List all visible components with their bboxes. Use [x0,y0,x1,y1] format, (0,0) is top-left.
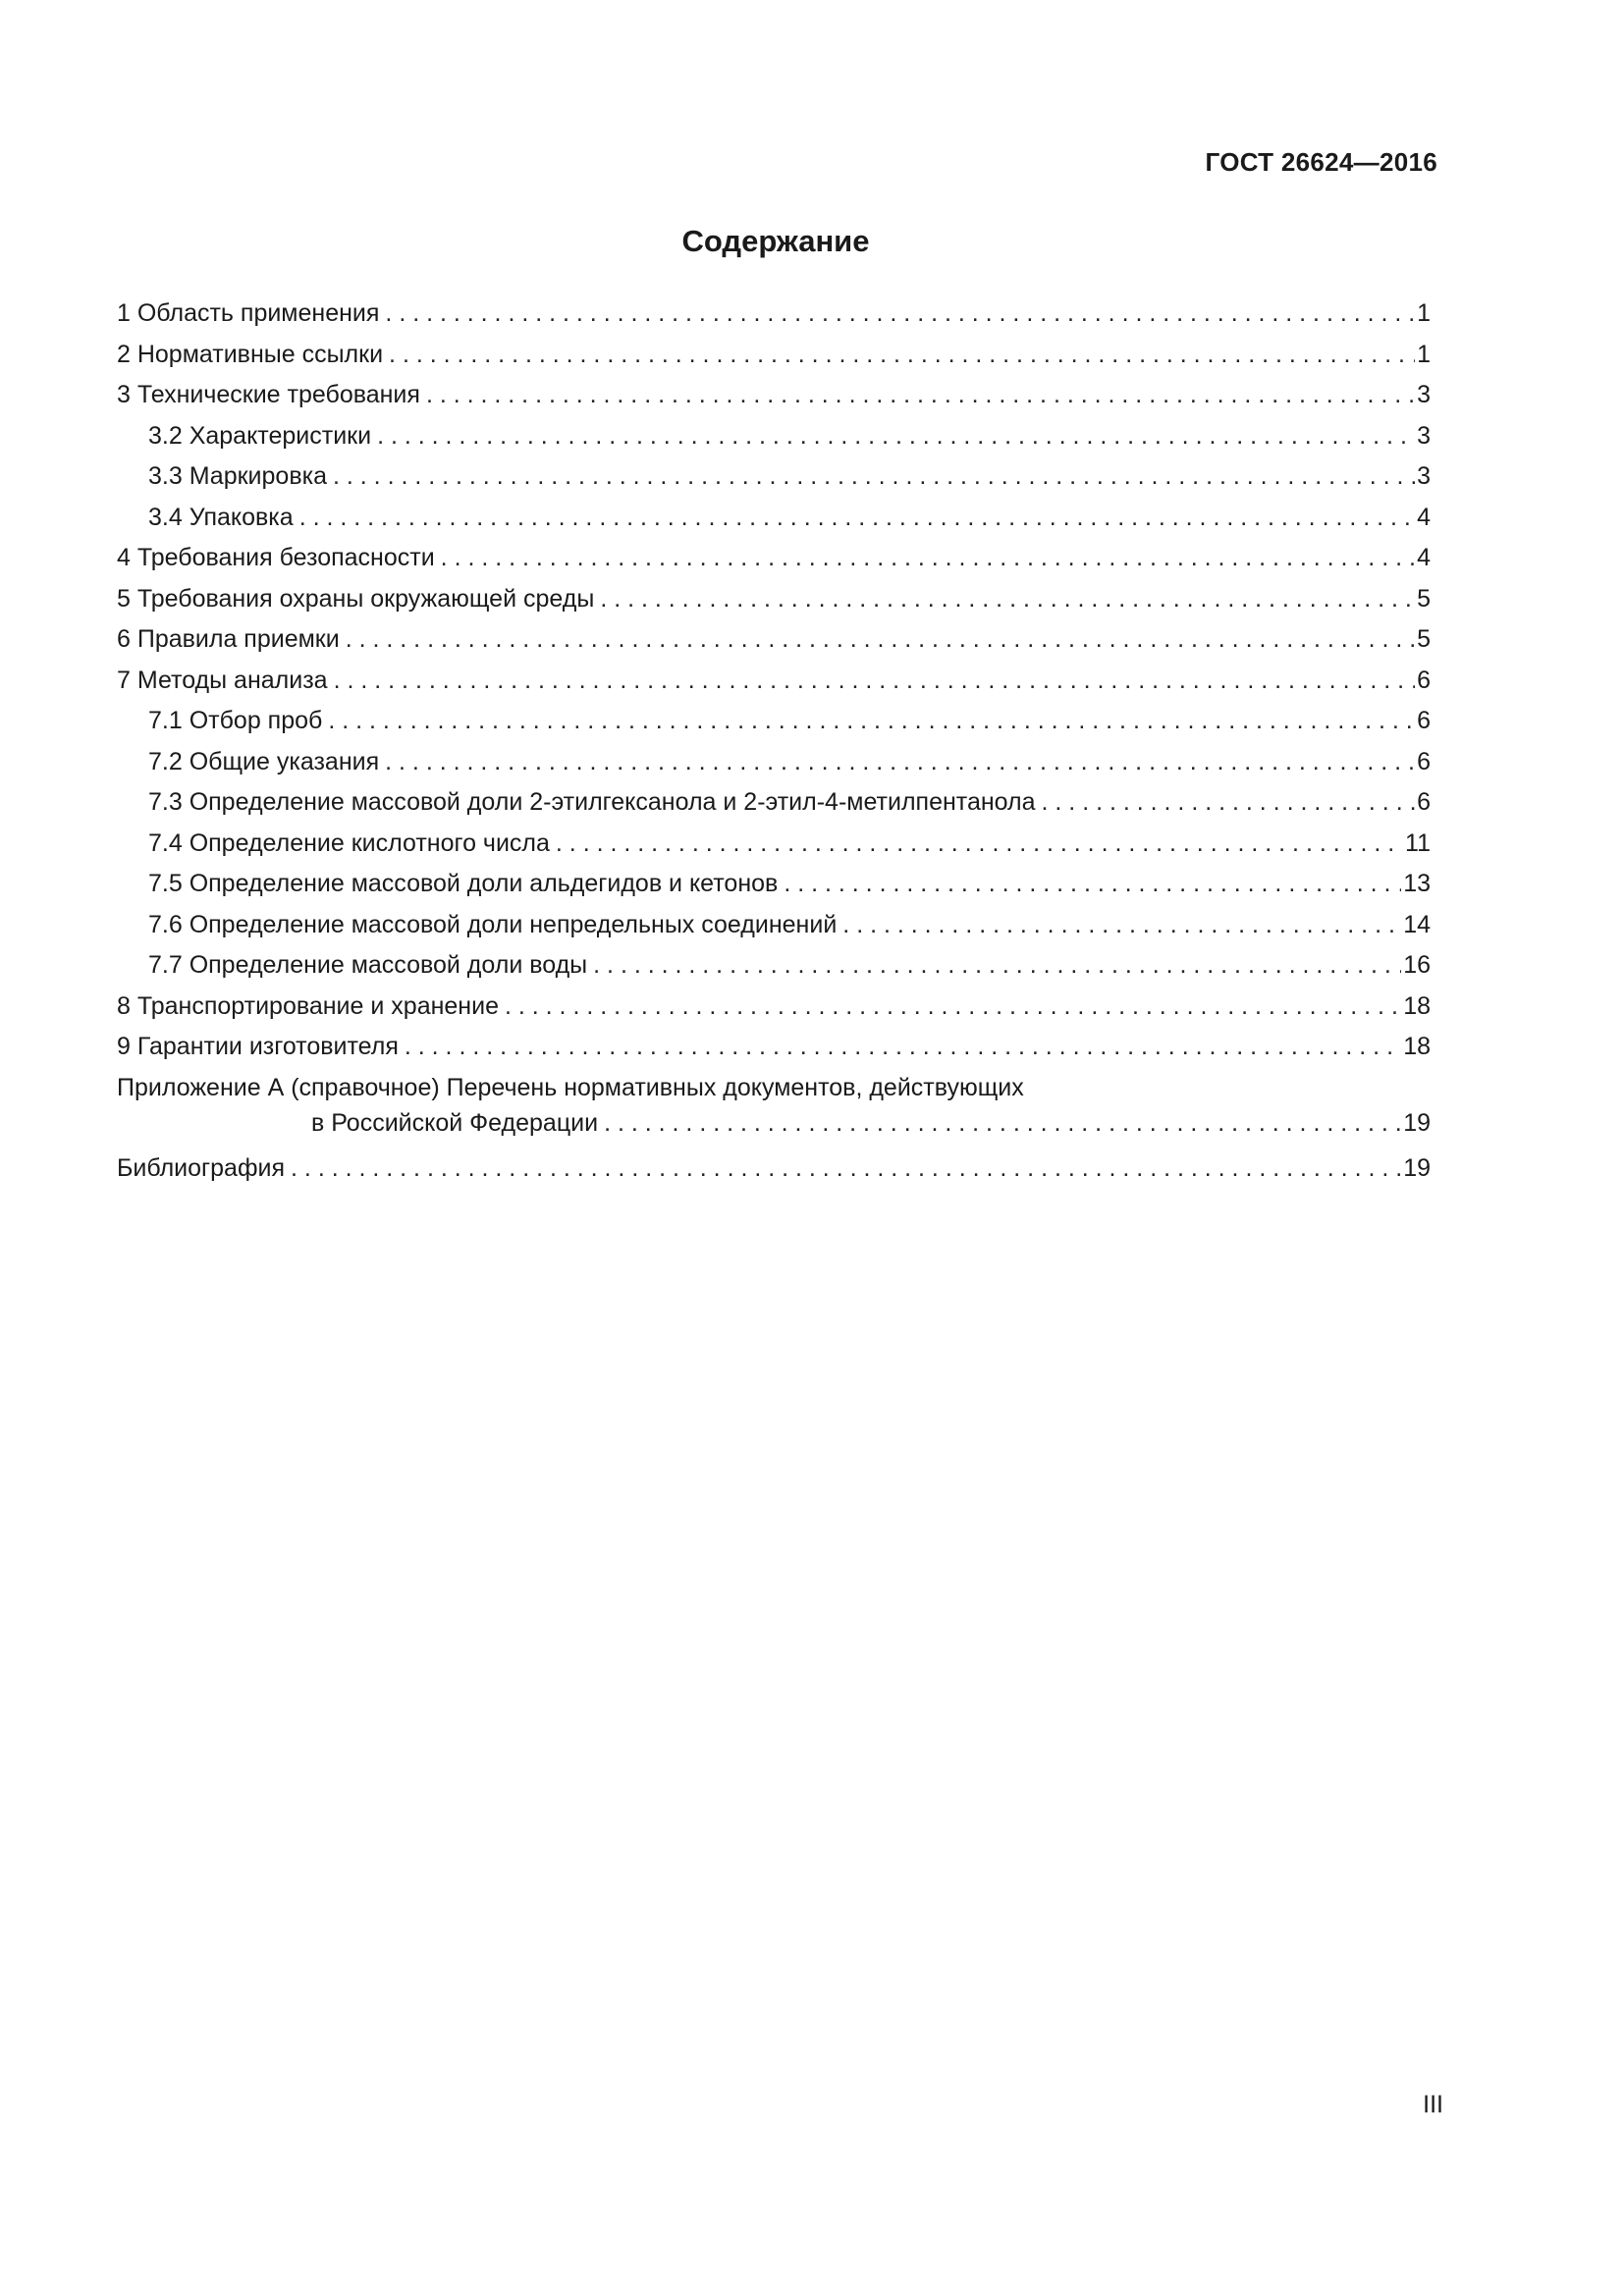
toc-entry-text: 8 Транспортирование и хранение [117,991,499,1020]
toc-entry-page: 3 [1417,381,1431,408]
toc-entry-text: 6 Правила приемки [117,625,340,653]
toc-entry-text: 4 Требования безопасности [117,544,435,571]
toc-entry-3-4[interactable] [117,502,1431,543]
toc-entry-page: 19 [1403,1153,1431,1182]
dot-leader [333,460,1415,492]
dot-leader [556,828,1403,859]
toc-entry-8[interactable] [117,990,1431,1032]
toc-entry-5[interactable] [117,583,1431,624]
toc-entry-page: 3 [1417,462,1431,490]
dot-leader [377,420,1415,452]
dot-leader [426,379,1415,410]
toc-entry-4[interactable] [117,542,1431,583]
toc-entry-7-7[interactable] [117,949,1431,990]
dot-leader [334,665,1416,696]
dot-leader [784,868,1401,899]
toc-entry-page: 1 [1417,299,1431,327]
toc-entry-text-continued: в Российской Федерации [311,1108,599,1137]
toc-entry-page: 6 [1417,707,1431,734]
dot-leader [441,542,1415,573]
toc-entry-page: 6 [1417,788,1431,816]
toc-entry-page: 13 [1403,870,1431,897]
toc-entry-1[interactable] [117,297,1431,339]
dot-leader [405,1031,1401,1062]
toc-entry-text: 7.5 Определение массовой доли альдегидов и кетонов [148,870,779,897]
toc-entry-6[interactable] [117,623,1431,665]
toc-entry-text: Приложение А (справочное) Перечень нормативных документов, действующих [117,1073,1024,1101]
dot-leader [328,705,1415,736]
toc-entry-text: 3.3 Маркировка [148,462,327,490]
toc-entry-page: 4 [1417,503,1431,531]
toc-entry-page: 5 [1417,625,1431,653]
dot-leader [604,1107,1401,1139]
toc-entry-text: 3.2 Характеристики [148,421,372,450]
dot-leader [389,339,1415,370]
toc-entry-7-1[interactable] [117,705,1431,746]
toc-entry-text: 7.2 Общие указания [148,747,380,775]
toc-entry-page: 18 [1403,1033,1431,1060]
toc-entry-text: 7.4 Определение кислотного числа [148,828,550,857]
toc-entry-page: 1 [1417,340,1431,368]
toc-entry-appendix-a[interactable] [117,1072,1431,1152]
dot-leader [600,583,1415,614]
toc-entry-page: 19 [1403,1108,1431,1137]
toc-entry-2[interactable] [117,339,1431,380]
dot-leader [291,1152,1401,1184]
toc-entry-7-3[interactable] [117,786,1431,828]
toc-entry-text: 9 Гарантии изготовителя [117,1033,399,1060]
toc-entry-text: 7 Методы анализа [117,666,328,694]
dot-leader [1042,786,1416,818]
toc-entry-text: Библиография [117,1153,286,1182]
dot-leader [593,949,1401,981]
toc-entry-page: 6 [1417,666,1431,694]
toc-entry-text: 2 Нормативные ссылки [117,340,384,368]
toc-entry-7-2[interactable] [117,746,1431,787]
toc-entry-text: 7.7 Определение массовой доли воды [148,951,588,979]
toc-entry-7[interactable] [117,665,1431,706]
toc-entry-page: 5 [1417,584,1431,613]
toc-entry-text: 3.4 Упаковка [148,503,294,531]
toc-title: Содержание [681,224,870,258]
toc-entry-page: 14 [1403,910,1431,938]
toc-entry-text: 5 Требования охраны окружающей среды [117,584,595,613]
toc-entry-9[interactable] [117,1031,1431,1072]
toc-entry-7-5[interactable] [117,868,1431,909]
dot-leader [299,502,1415,533]
dot-leader [842,909,1401,940]
toc-entry-text: 7.3 Определение массовой доли 2-этилгексанола и 2-этил-4-метилпентанола [148,788,1036,816]
dot-leader [385,746,1415,777]
toc-entry-bibliography[interactable] [117,1152,1431,1194]
toc-entry-3-2[interactable] [117,420,1431,461]
toc-entry-text: 7.1 Отбор проб [148,707,323,734]
toc-entry-page: 4 [1417,544,1431,571]
toc-entry-page: 11 [1405,828,1431,857]
dot-leader [505,990,1401,1022]
dot-leader [385,297,1415,329]
table-of-contents [117,297,1431,1193]
document-id: ГОСТ 26624—2016 [1205,147,1437,177]
toc-entry-page: 16 [1403,951,1431,979]
toc-entry-3[interactable] [117,379,1431,420]
page-number: III [1423,2091,1443,2118]
toc-entry-7-6[interactable] [117,909,1431,950]
toc-entry-page: 18 [1403,991,1431,1020]
toc-entry-text: 1 Область применения [117,299,380,327]
toc-entry-3-3[interactable] [117,460,1431,502]
toc-entry-text: 7.6 Определение массовой доли непредельных соединений [148,910,838,938]
toc-entry-text: 3 Технические требования [117,381,420,408]
toc-entry-page: 3 [1417,421,1431,450]
dot-leader [346,623,1415,655]
toc-entry-page: 6 [1417,747,1431,775]
toc-entry-7-4[interactable] [117,828,1431,869]
